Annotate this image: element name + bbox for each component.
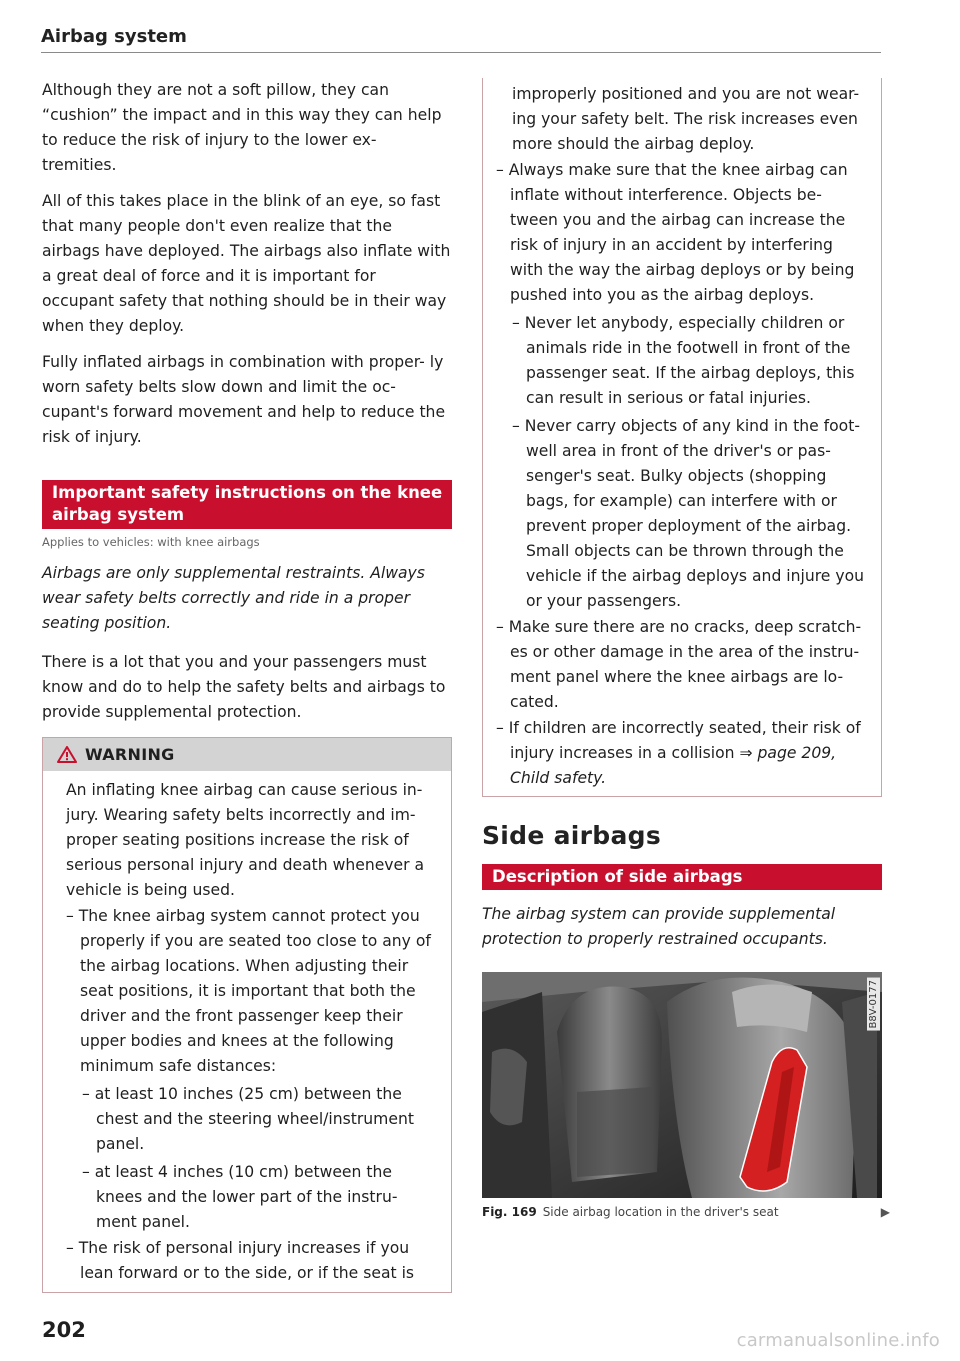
paragraph-passengers: There is a lot that you and your passengers must know and do to help the safety belts and airbags to provide supplemental protection. — [42, 653, 446, 721]
header-divider — [41, 52, 881, 53]
left-column — [42, 78, 452, 1293]
paragraph-fully-inflated: Fully inflated airbags in combination with proper- ly worn safety belts slow down and limit the oc- cupant's forward movement and help to reduce the risk of injury. — [42, 353, 446, 446]
section-heading-side-airbags: Side airbags — [482, 821, 662, 850]
warning-subitem: – Never carry objects of any kind in the foot- well area in front of the driver's or pas- senger's seat. Bulky objects (shopping bags, for example) can interfere with or prevent proper deployment of the airbag. Small objects can be thrown through the vehicle if the airbag deploys and injure you or your passengers. — [512, 417, 864, 610]
warning-box-continued — [482, 78, 882, 797]
warning-box — [42, 737, 452, 1293]
page-reference-link[interactable]: ⇒ page 209, Child safety. — [510, 744, 837, 787]
warning-subitem: – Never let anybody, especially children or animals ride in the footwell in front of the passenger seat. If the airbag deploys, this can result in serious or fatal injuries. — [512, 314, 855, 407]
continue-arrow-icon: ▶ — [880, 1205, 890, 1219]
right-column — [482, 78, 890, 1219]
applies-to-note: Applies to vehicles: with knee airbags — [42, 535, 260, 549]
figure-caption-text: Side airbag location in the driver's seat — [542, 1205, 779, 1219]
warning-title — [43, 738, 451, 771]
warning-item: – The knee airbag system cannot protect you properly if you are seated too close to any of the airbag locations. When adjusting their seat positions, it is important that both the driver and the front passenger keep their upper bodies and knees at the following minimum safe distances: — [66, 907, 431, 1075]
warning-subitem: – at least 4 inches (10 cm) between the knees and the lower part of the instru- ment panel. — [82, 1163, 398, 1231]
warning-subitem: – at least 10 inches (25 cm) between the chest and the steering wheel/instrument panel. — [82, 1085, 414, 1153]
warning-continued-text: improperly positioned and you are not wear- ing your safety belt. The risk increases even more should the airbag deploy. — [512, 85, 860, 153]
warning-item: – Always make sure that the knee airbag can inflate without interference. Objects be- tween you and the airbag can increase the risk of injury in an accident by interfering with the way the airbag deploys or by being pushed into you as the airbag deploys. — [496, 161, 855, 304]
figure-caption — [482, 1205, 890, 1219]
warning-triangle-icon — [57, 746, 77, 763]
paragraph-blink: All of this takes place in the blink of an eye, so fast that many people don't even realize that the airbags have deployed. The airbags also inflate with a great deal of force and it is important for occupant safety that nothing should be in their way when they deploy. — [42, 192, 451, 335]
warning-item-text: – If children are incorrectly seated, their risk of injury increases in a collision — [496, 719, 861, 762]
warning-title-text: WARNING — [85, 745, 175, 764]
section-heading-knee-airbag: Important safety instructions on the knee airbag system — [42, 480, 452, 529]
watermark: carmanualsonline.info — [736, 1330, 940, 1351]
warning-item: – Make sure there are no cracks, deep scratch- es or other damage in the area of the instru- ment panel where the knee airbags are lo- cated. — [496, 618, 862, 711]
figure-side-airbag — [482, 972, 882, 1198]
seat-illustration — [482, 972, 882, 1198]
intro-italic: Airbags are only supplemental restraints. Always wear safety belts correctly and ride in a proper seating position. — [42, 564, 425, 632]
warning-body — [43, 771, 451, 1292]
page-number: 202 — [42, 1318, 86, 1342]
page-header-title: Airbag system — [41, 26, 187, 47]
figure-code: B8V-0177 — [868, 980, 879, 1029]
paragraph-cushion: Although they are not a soft pillow, they can “cushion” the impact and in this way they can help to reduce the risk of injury to the lower ex- tremities. — [42, 81, 442, 174]
warning-item: – The risk of personal injury increases if you lean forward or to the side, or if the seat is — [66, 1239, 415, 1282]
intro-italic-side: The airbag system can provide supplemental protection to properly restrained occupants. — [482, 905, 836, 948]
subsection-heading-description: Description of side airbags — [482, 864, 882, 890]
warning-text: An inflating knee airbag can cause serious in- jury. Wearing safety belts incorrectly and im- proper seating positions increase the risk of serious personal injury and death whenever a vehicle is being used. — [66, 781, 425, 899]
warning-item — [496, 716, 867, 791]
figure-label: Fig. 169 — [482, 1205, 537, 1219]
